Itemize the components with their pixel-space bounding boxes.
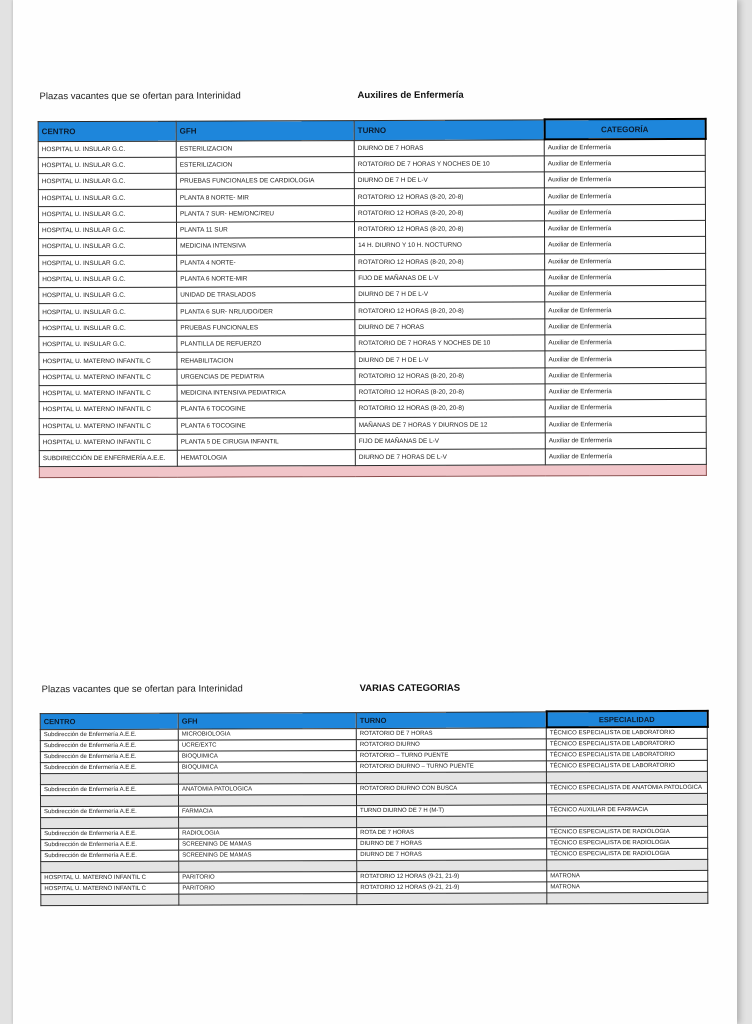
table-cell: HOSPITAL U. INSULAR G.C. <box>39 320 177 337</box>
table-cell: ROTATORIO DIURNO CON BUSCA <box>356 782 546 794</box>
table-cell <box>547 859 708 871</box>
sheet-content <box>11 0 739 1024</box>
table-cell: HOSPITAL U. INSULAR G.C. <box>38 206 176 223</box>
table-cell: ROTATORIO DE 7 HORAS Y NOCHES DE 10 <box>354 156 544 173</box>
table-cell: HOSPITAL U. MATERNO INFANTIL C <box>39 369 177 386</box>
table-cell: MATRONA <box>547 881 708 893</box>
table-cell: HOSPITAL U. MATERNO INFANTIL C <box>39 385 177 402</box>
col-header-turno: TURNO <box>354 119 544 140</box>
table-cell: UNIDAD DE TRASLADOS <box>177 287 355 304</box>
table-cell: 14 H. DIURNO Y 10 H. NOCTURNO <box>355 237 545 254</box>
table-cell: DIURNO DE 7 H DE L-V <box>355 351 545 368</box>
table-cell: ROTATORIO 12 HORAS (8-20, 20-8) <box>355 302 545 319</box>
header-row <box>38 119 705 141</box>
table-cell: ANATOMIA PATOLOGICA <box>178 783 356 795</box>
section2-title: Plazas vacantes que se ofertan para Interinidad <box>41 683 243 696</box>
table-cell: PLANTILLA DE REFUERZO <box>177 336 355 353</box>
table-cell: Auxiliar de Enfermería <box>544 188 705 205</box>
table-cell: SUBDIRECCIÓN DE ENFERMERÍA A.E.E. <box>39 450 177 467</box>
table-cell: PARITORIO <box>179 871 357 883</box>
table-cell: HOSPITAL U. INSULAR G.C. <box>38 141 176 158</box>
table-cell: TÉCNICO ESPECIALISTA DE RADIOLOGIA <box>547 826 708 838</box>
table-cell <box>40 773 178 784</box>
table-cell: PLANTA 7 SUR- HEM/ONC/REU <box>176 205 354 222</box>
table-cell: ROTATORIO 12 HORAS (8-20, 20-8) <box>355 400 545 417</box>
table-cell <box>357 859 547 871</box>
table-cell: MEDICINA INTENSIVA PEDIATRICA <box>177 385 355 402</box>
table-cell: ROTATORIO 12 HORAS (9-21, 21-9) <box>357 870 547 882</box>
table-cell: PRUEBAS FUNCIONALES DE CARDIOLOGIA <box>176 173 354 190</box>
table-cell: HOSPITAL U. INSULAR G.C. <box>38 173 176 190</box>
table-cell: FIJO DE MAÑANAS DE L-V <box>355 433 545 450</box>
table-cell: FARMACIA <box>179 805 357 817</box>
table-cell: TÉCNICO ESPECIALISTA DE LABORATORIO <box>546 727 707 739</box>
table-cell: MEDICINA INTENSIVA <box>177 238 355 255</box>
col-header-categoria: CATEGORÍA <box>544 119 705 140</box>
table-cell: ESTERILIZACION <box>176 140 354 157</box>
table-cell: Auxiliar de Enfermería <box>545 302 706 319</box>
table-cell: ROTATORIO 12 HORAS (8-20, 20-8) <box>355 384 545 401</box>
table-cell: ROTATORIO DE 7 HORAS Y NOCHES DE 10 <box>355 335 545 352</box>
table-cell: PLANTA 6 TOCOGINE <box>177 417 355 434</box>
table-cell: TURNO DIURNO DE 7 H (M-T) <box>357 804 547 816</box>
table-cell: ROTATORIO 12 HORAS (8-20, 20-8) <box>355 368 545 385</box>
section1-category-title: Auxilires de Enfermería <box>357 89 464 102</box>
table-cell <box>178 794 356 806</box>
table-cell: ROTATORIO 12 HORAS (9-21, 21-9) <box>357 881 547 893</box>
table-cell: URGENCIAS DE PEDIATRIA <box>177 368 355 385</box>
table-cell <box>41 894 179 905</box>
table-cell <box>179 893 357 905</box>
table-cell: Subdirección de Enfermería A.E.E. <box>40 729 178 740</box>
table-cell: BIOQUIMICA <box>178 750 356 762</box>
table-cell: HOSPITAL U. INSULAR G.C. <box>38 190 176 207</box>
empty-highlight-cell <box>39 465 706 478</box>
table-cell <box>179 860 357 872</box>
table-cell: Subdirección de Enfermería A.E.E. <box>41 839 179 850</box>
section1-title: Plazas vacantes que se ofertan para Interinidad <box>39 90 241 103</box>
table-cell <box>357 815 547 827</box>
table-cell <box>179 816 357 828</box>
table-cell: Auxiliar de Enfermería <box>545 253 706 270</box>
table-cell: TÉCNICO AUXILIAR DE FARMACIA <box>547 804 708 816</box>
table-cell <box>546 771 707 783</box>
table-cell: MAÑANAS DE 7 HORAS Y DIURNOS DE 12 <box>355 416 545 433</box>
table-cell: ROTA DE 7 HORAS <box>357 826 547 838</box>
table-cell: Auxiliar de Enfermería <box>545 448 706 465</box>
col-header-turno: TURNO <box>356 711 546 728</box>
table-cell: HOSPITAL U. MATERNO INFANTIL C <box>39 401 177 418</box>
table-cell: HOSPITAL U. INSULAR G.C. <box>39 271 177 288</box>
table-cell: HOSPITAL U. MATERNO INFANTIL C <box>41 872 179 883</box>
table-cell <box>547 892 708 904</box>
table-cell: Auxiliar de Enfermería <box>545 351 706 368</box>
section2-caption-row <box>41 682 702 696</box>
table-cell: SCREENING DE MAMAS <box>179 838 357 850</box>
table-cell <box>178 772 356 784</box>
table-cell: TÉCNICO ESPECIALISTA DE ANATOMIA PATOLOGICA <box>546 782 707 794</box>
section2-category-title: VARIAS CATEGORIAS <box>359 682 461 695</box>
table-cell: Auxiliar de Enfermería <box>545 237 706 254</box>
table-cell: DIURNO DE 7 HORAS <box>357 837 547 849</box>
table-cell <box>546 793 707 805</box>
table-cell: PLANTA 4 NORTE- <box>177 254 355 271</box>
varias-table-body <box>40 727 708 905</box>
table-cell: Subdirección de Enfermería A.E.E. <box>41 850 179 861</box>
table-cell: ROTATORIO 12 HORAS (8-20, 20-8) <box>354 188 544 205</box>
table-cell: HOSPITAL U. INSULAR G.C. <box>38 157 176 174</box>
table-cell: TÉCNICO ESPECIALISTA DE LABORATORIO <box>546 760 707 772</box>
col-header-especialidad: ESPECIALIDAD <box>546 711 707 728</box>
table-cell: Auxiliar de Enfermería <box>545 383 706 400</box>
col-header-gfh: GFH <box>176 120 354 141</box>
table-cell: HOSPITAL U. INSULAR G.C. <box>39 238 177 255</box>
table-cell: HOSPITAL U. MATERNO INFANTIL C <box>39 353 177 370</box>
table-cell <box>357 892 547 904</box>
table-cell: PLANTA 6 NORTE-MIR <box>177 270 355 287</box>
table-cell: Auxiliar de Enfermería <box>544 155 705 172</box>
table-cell: DIURNO DE 7 H DE L-V <box>355 286 545 303</box>
table-cell: PLANTA 6 TOCOGINE <box>177 401 355 418</box>
table-cell: Auxiliar de Enfermería <box>545 318 706 335</box>
auxiliares-table-body <box>38 139 706 467</box>
table-cell: MATRONA <box>547 870 708 882</box>
table-cell <box>40 795 178 806</box>
table-cell: Subdirección de Enfermería A.E.E. <box>40 762 178 773</box>
auxiliares-table-header <box>38 119 705 141</box>
table-cell: Auxiliar de Enfermería <box>544 204 705 221</box>
table-cell: HOSPITAL U. INSULAR G.C. <box>38 222 176 239</box>
col-header-centro: CENTRO <box>38 121 176 141</box>
varias-categorias-table <box>40 710 709 906</box>
table-cell: Subdirección de Enfermería A.E.E. <box>41 828 179 839</box>
table-cell: FIJO DE MAÑANAS DE L-V <box>355 270 545 287</box>
section1-caption-row <box>39 89 700 103</box>
table-cell: PLANTA 5 DE CIRUGIA INFANTIL <box>177 433 355 450</box>
separator-row <box>41 892 708 905</box>
table-cell: TÉCNICO ESPECIALISTA DE RADIOLOGIA <box>547 848 708 860</box>
table-cell: ROTATORIO DIURNO <box>356 738 546 750</box>
table-cell: UCRE/EXTC <box>178 739 356 751</box>
table-cell: ROTATORIO – TURNO PUENTE <box>356 749 546 761</box>
table-cell: ROTATORIO 12 HORAS (8-20, 20-8) <box>355 253 545 270</box>
col-header-gfh: GFH <box>178 712 356 729</box>
table-cell <box>41 817 179 828</box>
table-cell: PLANTA 8 NORTE- MIR <box>176 189 354 206</box>
table-cell: PARITORIO <box>179 882 357 894</box>
table-cell <box>547 815 708 827</box>
table-cell: ROTATORIO DE 7 HORAS <box>356 727 546 739</box>
table-cell: Subdirección de Enfermería A.E.E. <box>40 751 178 762</box>
table-cell: HOSPITAL U. INSULAR G.C. <box>39 287 177 304</box>
table-cell: Subdirección de Enfermería A.E.E. <box>41 806 179 817</box>
table-cell: DIURNO DE 7 H DE L-V <box>354 172 544 189</box>
table-cell: HOSPITAL U. INSULAR G.C. <box>39 304 177 321</box>
table-cell: Auxiliar de Enfermería <box>545 269 706 286</box>
table-cell: TÉCNICO ESPECIALISTA DE LABORATORIO <box>546 738 707 750</box>
table-cell: HOSPITAL U. INSULAR G.C. <box>39 255 177 272</box>
table-cell: HOSPITAL U. INSULAR G.C. <box>39 336 177 353</box>
table-cell: PLANTA 11 SUR <box>176 222 354 239</box>
table-cell <box>41 861 179 872</box>
table-cell: Auxiliar de Enfermería <box>544 139 705 156</box>
table-cell: MICROBIOLOGIA <box>178 728 356 740</box>
table-cell: HEMATOLOGIA <box>177 450 355 467</box>
table-cell: RADIOLOGIA <box>179 827 357 839</box>
table-cell: PRUEBAS FUNCIONALES <box>177 319 355 336</box>
col-header-centro: CENTRO <box>40 713 178 729</box>
table-cell: HOSPITAL U. MATERNO INFANTIL C <box>39 418 177 435</box>
scanned-document-page <box>13 0 737 1024</box>
table-cell: BIOQUIMICA <box>178 761 356 773</box>
table-cell: Auxiliar de Enfermería <box>545 432 706 449</box>
table-cell: ROTATORIO DIURNO – TURNO PUENTE <box>356 760 546 772</box>
empty-highlight-row <box>39 465 706 478</box>
table-cell: DIURNO DE 7 HORAS <box>357 848 547 860</box>
table-cell: Subdirección de Enfermería A.E.E. <box>40 740 178 751</box>
auxiliares-table-footer <box>39 465 706 478</box>
table-cell: Subdirección de Enfermería A.E.E. <box>40 784 178 795</box>
table-cell: SCREENING DE MAMAS <box>179 849 357 861</box>
table-cell: ESTERILIZACION <box>176 156 354 173</box>
table-cell: REHABILITACION <box>177 352 355 369</box>
table-cell: DIURNO DE 7 HORAS DE L-V <box>355 449 545 466</box>
table-cell: Auxiliar de Enfermería <box>544 171 705 188</box>
table-cell: Auxiliar de Enfermería <box>545 367 706 384</box>
table-cell: ROTATORIO 12 HORAS (8-20, 20-8) <box>354 205 544 222</box>
table-cell: Auxiliar de Enfermería <box>545 400 706 417</box>
table-cell <box>356 771 546 783</box>
table-cell: DIURNO DE 7 HORAS <box>355 319 545 336</box>
table-cell: HOSPITAL U. MATERNO INFANTIL C <box>41 883 179 894</box>
auxiliares-table <box>38 118 708 478</box>
table-cell: Auxiliar de Enfermería <box>545 286 706 303</box>
table-cell: PLANTA 6 SUR- NRL/UDO/DER <box>177 303 355 320</box>
table-cell <box>356 793 546 805</box>
table-cell: Auxiliar de Enfermería <box>545 334 706 351</box>
table-cell: HOSPITAL U. MATERNO INFANTIL C <box>39 434 177 451</box>
table-cell: DIURNO DE 7 HORAS <box>354 139 544 156</box>
table-cell: Auxiliar de Enfermería <box>545 416 706 433</box>
table-cell: TÉCNICO ESPECIALISTA DE LABORATORIO <box>546 749 707 761</box>
table-cell: ROTATORIO 12 HORAS (8-20, 20-8) <box>354 221 544 238</box>
table-cell: Auxiliar de Enfermería <box>544 220 705 237</box>
table-cell: TÉCNICO ESPECIALISTA DE RADIOLOGIA <box>547 837 708 849</box>
